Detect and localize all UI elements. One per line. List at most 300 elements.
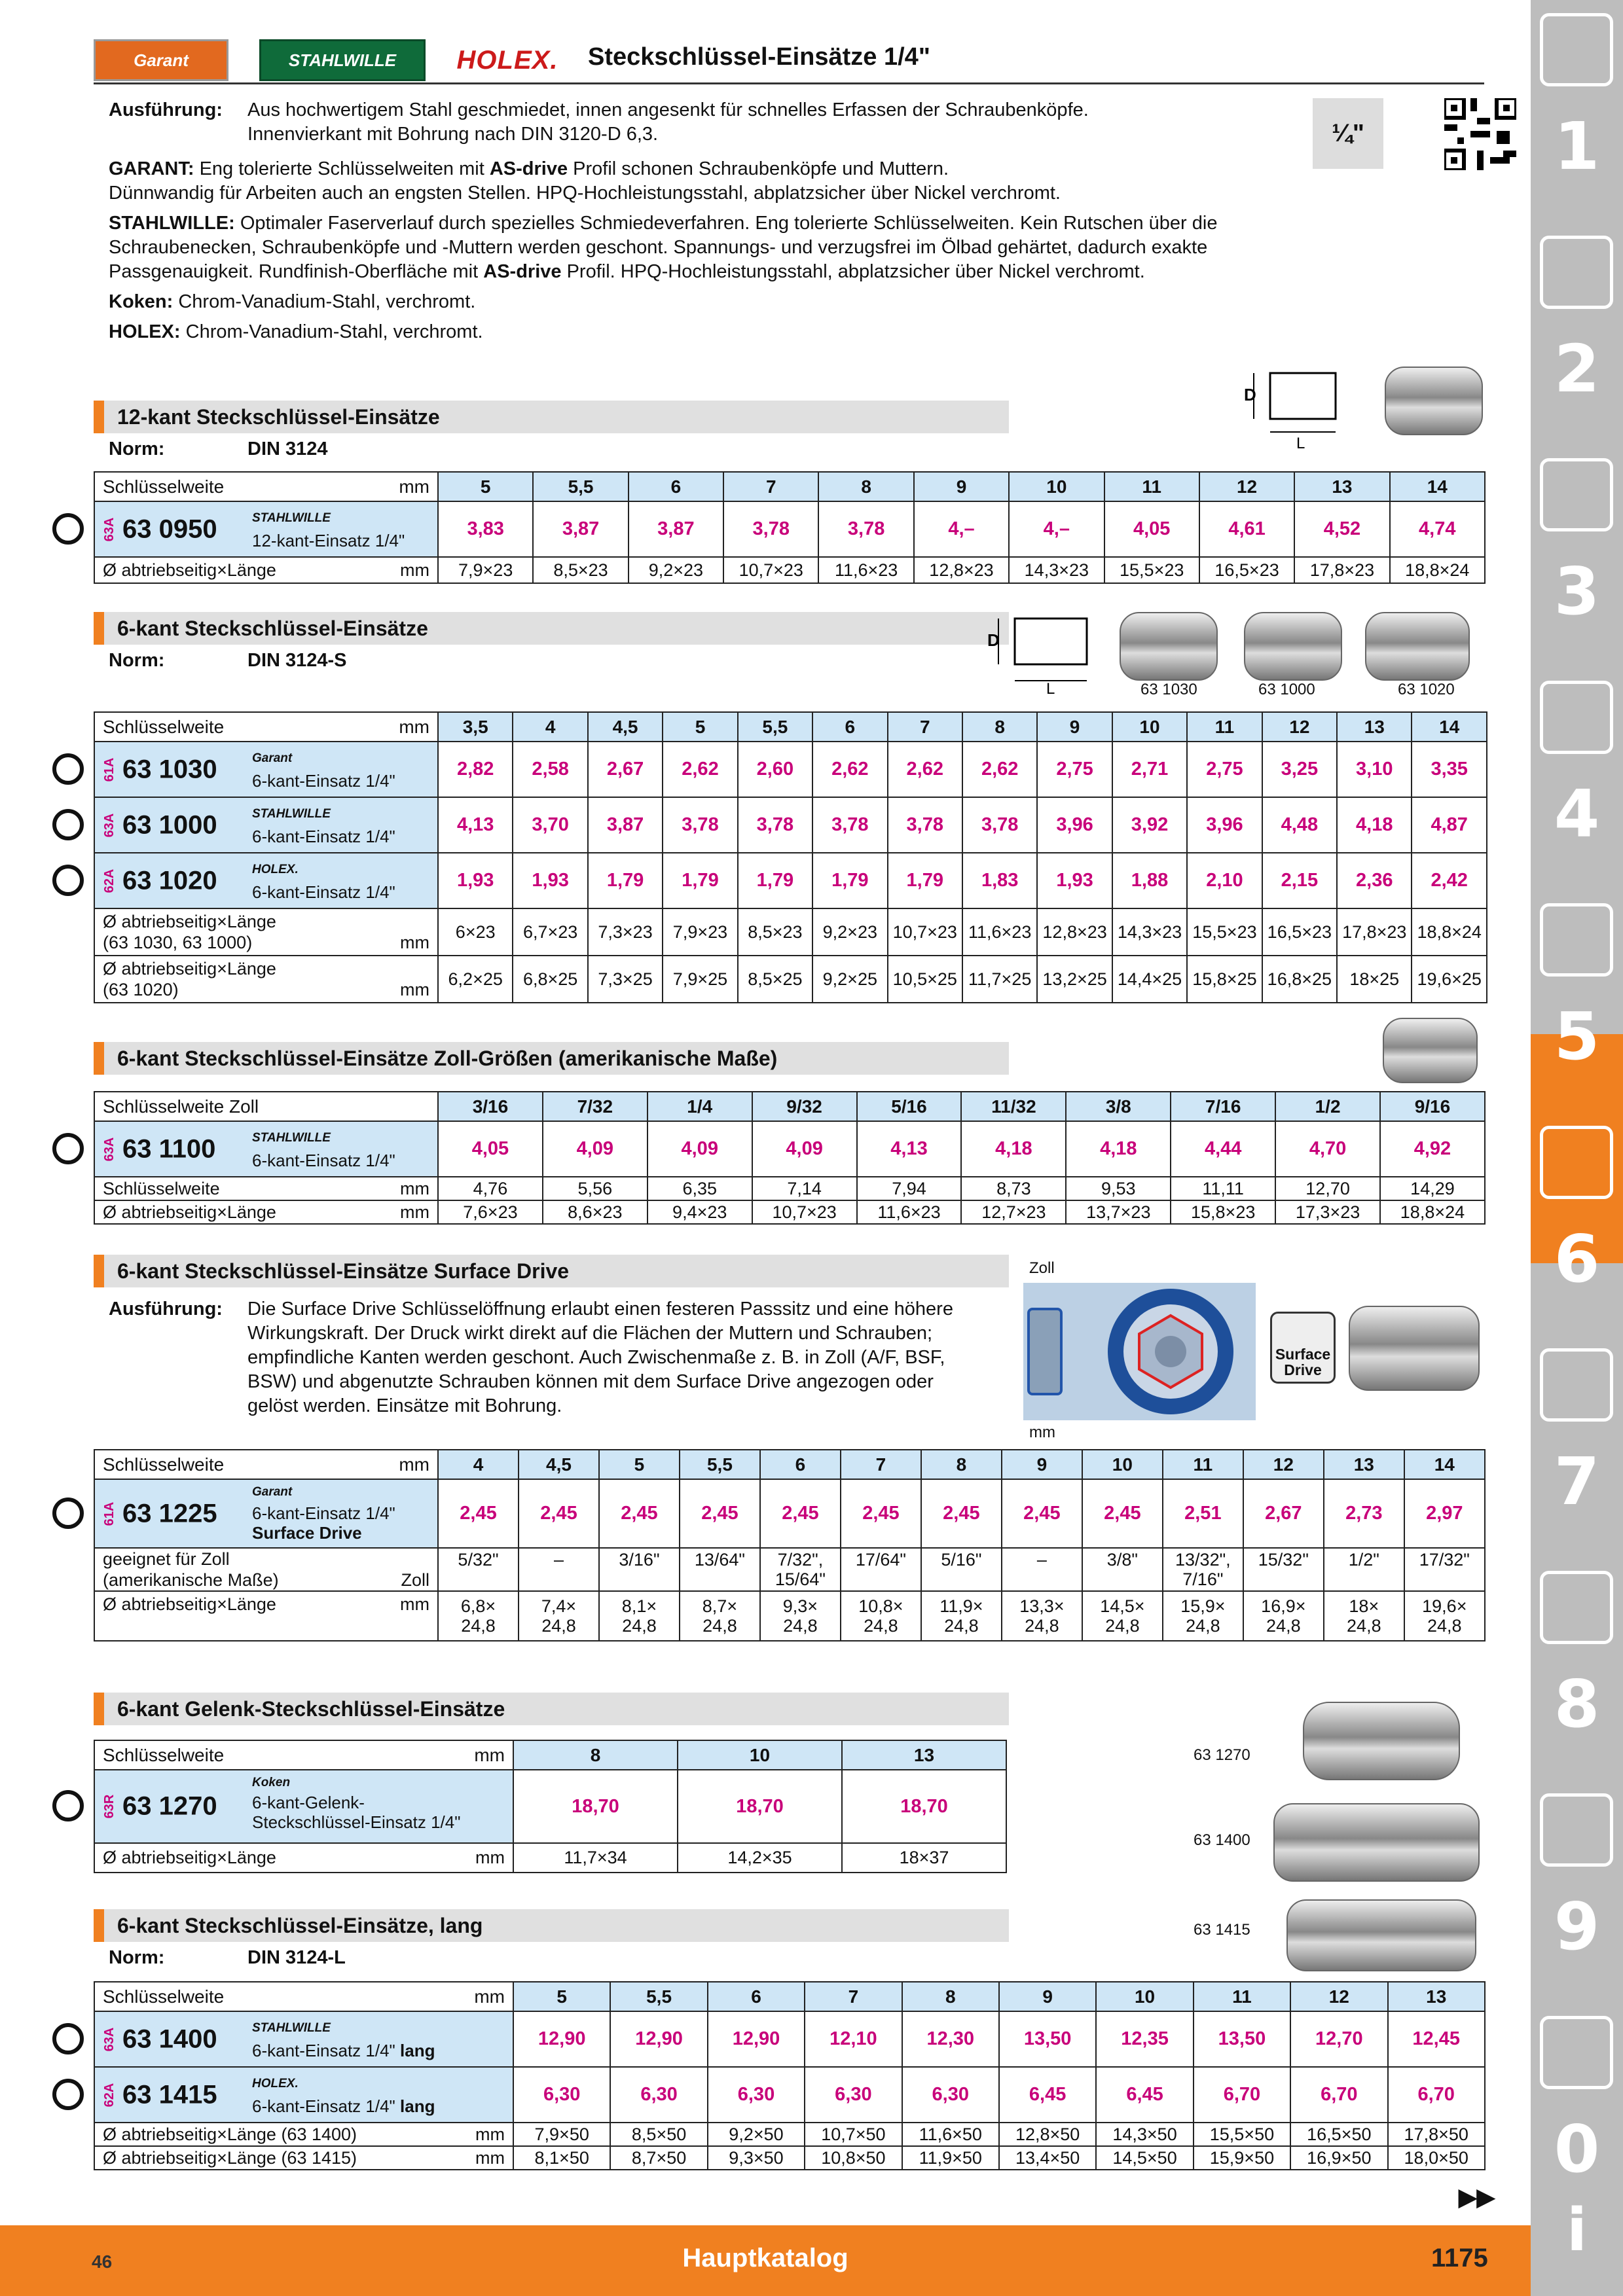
price-cell[interactable]: 3,92 bbox=[1112, 797, 1187, 853]
price-cell[interactable]: 12,90 bbox=[708, 2011, 805, 2067]
size-header: 14 bbox=[1390, 472, 1485, 501]
dimension-cell: 15,9×50 bbox=[1194, 2146, 1290, 2170]
dimension-cell: 6,35 bbox=[647, 1177, 752, 1200]
info-tab[interactable]: i bbox=[1567, 2196, 1587, 2265]
price-cell[interactable]: 12,70 bbox=[1290, 2011, 1387, 2067]
dimension-cell: 13,2×25 bbox=[1037, 956, 1112, 1003]
dimension-cell: 8,1× 24,8 bbox=[599, 1591, 680, 1641]
norm-value-6: DIN 3124-L bbox=[247, 1947, 346, 1968]
price-cell[interactable]: 3,83 bbox=[438, 501, 533, 557]
size-header: 3,5 bbox=[438, 712, 513, 742]
price-cell[interactable]: 13,50 bbox=[1194, 2011, 1290, 2067]
size-badge: ¼" bbox=[1313, 98, 1383, 169]
zoll-cell: 1/2" bbox=[1324, 1548, 1404, 1591]
price-cell[interactable]: 1,93 bbox=[513, 853, 587, 908]
dimension-cell: 8,7× 24,8 bbox=[680, 1591, 760, 1641]
dimension-cell: 19,6×25 bbox=[1412, 956, 1486, 1003]
price-cell[interactable]: 2,36 bbox=[1337, 853, 1412, 908]
chapter-tab-9[interactable]: 9 bbox=[1554, 1888, 1600, 1965]
ausfuehrung-line-1: Aus hochwertigem Stahl geschmiedet, innen angesenkt für schnelles Erfassen der Schraubenköpfe. bbox=[247, 99, 1089, 120]
price-cell[interactable]: 4,13 bbox=[857, 1121, 962, 1177]
dimension-cell: 11,6×23 bbox=[857, 1200, 962, 1224]
price-cell[interactable]: 2,45 bbox=[760, 1479, 841, 1548]
socket-profile-icon bbox=[52, 865, 84, 896]
norm-value-2: DIN 3124-S bbox=[247, 650, 347, 671]
chapter-tab-4[interactable]: 4 bbox=[1554, 776, 1600, 852]
dimension-cell: 13,4×50 bbox=[999, 2146, 1096, 2170]
price-cell[interactable]: 2,75 bbox=[1037, 742, 1112, 797]
price-cell[interactable]: 4,– bbox=[914, 501, 1009, 557]
price-cell[interactable]: 1,93 bbox=[438, 853, 513, 908]
size-header: 5,5 bbox=[610, 1982, 707, 2011]
size-header: 13 bbox=[1388, 1982, 1485, 2011]
price-cell[interactable]: 4,05 bbox=[1104, 501, 1199, 557]
dimension-cell: 18,8×24 bbox=[1390, 557, 1485, 583]
dimension-cell: 11,9×50 bbox=[902, 2146, 999, 2170]
price-cell[interactable]: 2,51 bbox=[1163, 1479, 1243, 1548]
price-cell[interactable]: 4,– bbox=[1009, 501, 1104, 557]
price-cell[interactable]: 6,45 bbox=[999, 2067, 1096, 2123]
dimension-cell: 17,3×23 bbox=[1275, 1200, 1380, 1224]
price-cell[interactable]: 4,09 bbox=[752, 1121, 857, 1177]
dimension-cell: 13,3× 24,8 bbox=[1002, 1591, 1082, 1641]
price-cell[interactable]: 2,62 bbox=[812, 742, 887, 797]
chuck-icon[interactable] bbox=[1540, 458, 1613, 531]
price-cell[interactable]: 2,45 bbox=[921, 1479, 1002, 1548]
price-cell[interactable]: 3,78 bbox=[738, 797, 812, 853]
price-cell[interactable]: 4,48 bbox=[1262, 797, 1337, 853]
size-header: 14 bbox=[1404, 1450, 1485, 1479]
size-header: 5 bbox=[513, 1982, 610, 2011]
brand-mark: STAHLWILLE bbox=[252, 511, 331, 525]
dimension-cell: 9,2×50 bbox=[708, 2123, 805, 2146]
size-header: 5/16 bbox=[857, 1092, 962, 1121]
page-title: Steckschlüssel-Einsätze 1/4" bbox=[588, 43, 930, 71]
size-header: 9/16 bbox=[1380, 1092, 1485, 1121]
price-cell[interactable]: 2,45 bbox=[438, 1479, 519, 1548]
price-cell[interactable]: 2,45 bbox=[680, 1479, 760, 1548]
zoll-cell: 13/32", 7/16" bbox=[1163, 1548, 1243, 1591]
price-cell[interactable]: 3,87 bbox=[533, 501, 628, 557]
size-header: 7 bbox=[805, 1982, 902, 2011]
price-cell[interactable]: 3,10 bbox=[1337, 742, 1412, 797]
dimension-cell: 9,2×23 bbox=[812, 908, 887, 956]
price-cell[interactable]: 4,44 bbox=[1171, 1121, 1275, 1177]
price-cell[interactable]: 6,45 bbox=[1096, 2067, 1193, 2123]
price-cell[interactable]: 2,71 bbox=[1112, 742, 1187, 797]
dimension-cell: 19,6× 24,8 bbox=[1404, 1591, 1485, 1641]
size-header: 14 bbox=[1412, 712, 1486, 742]
garant-line-1: GARANT: Eng tolerierte Schlüsselweiten mit AS-drive Profil schonen Schraubenköpfe und Muttern. bbox=[109, 158, 949, 179]
dimension-cell: 14,3×23 bbox=[1112, 908, 1187, 956]
section-12kant-heading: 12-kant Steckschlüssel-Einsätze bbox=[94, 401, 1009, 433]
cabinet-icon[interactable] bbox=[1540, 1793, 1613, 1867]
dimension-cell: 10,7×23 bbox=[888, 908, 962, 956]
table-gelenk: Schlüsselweite mm 8 10 13 63R 63 1270 Koken 6-kant-Gelenk- Steckschlüssel-Einsatz 1/4" 18,70 18,70 18,70 Ø abtriebseitig×Länge mm 11,7×34 14,2×35 18×37 bbox=[94, 1740, 1007, 1873]
dia-d-label: D bbox=[1244, 385, 1256, 404]
dimension-cell: 9,3× 24,8 bbox=[760, 1591, 841, 1641]
dimension-cell: 8,5×23 bbox=[533, 557, 628, 583]
price-cell[interactable]: 13,50 bbox=[999, 2011, 1096, 2067]
chapter-tab-7[interactable]: 7 bbox=[1554, 1443, 1600, 1520]
chapter-tab-5[interactable]: 5 bbox=[1554, 998, 1600, 1075]
size-header: 5 bbox=[438, 472, 533, 501]
price-cell[interactable]: 12,90 bbox=[513, 2011, 610, 2067]
dimension-cell: 12,70 bbox=[1275, 1177, 1380, 1200]
dimension-cell: 8,5×50 bbox=[610, 2123, 707, 2146]
ausfuehrung-label: Ausführung: bbox=[109, 99, 223, 120]
price-cell[interactable]: 1,79 bbox=[588, 853, 663, 908]
sd-mm-label: mm bbox=[1029, 1424, 1055, 1441]
brand-mark: HOLEX. bbox=[252, 863, 299, 876]
price-cell[interactable]: 2,75 bbox=[1187, 742, 1262, 797]
socket-profile-icon bbox=[52, 1498, 84, 1529]
dimension-cell: 6,7×23 bbox=[513, 908, 587, 956]
dimension-cell: 17,8×23 bbox=[1337, 908, 1412, 956]
price-cell[interactable]: 4,87 bbox=[1412, 797, 1486, 853]
socket-lang-holex-image bbox=[1286, 1899, 1476, 1971]
safety-goggles-icon[interactable] bbox=[1540, 2016, 1613, 2089]
price-cell[interactable]: 12,90 bbox=[610, 2011, 707, 2067]
dimension-cell: 11,6×23 bbox=[962, 908, 1037, 956]
article-number: 63 1415 bbox=[122, 2080, 217, 2109]
price-cell[interactable]: 4,05 bbox=[438, 1121, 543, 1177]
price-cell[interactable]: 3,96 bbox=[1037, 797, 1112, 853]
price-cell[interactable]: 2,45 bbox=[599, 1479, 680, 1548]
art-63-1225[interactable] bbox=[94, 1479, 438, 1548]
price-cell[interactable]: 18,70 bbox=[513, 1770, 678, 1843]
size-header: 8 bbox=[921, 1450, 1002, 1479]
price-cell[interactable]: 12,10 bbox=[805, 2011, 902, 2067]
size-header: 4,5 bbox=[519, 1450, 599, 1479]
holex-line: HOLEX: Chrom-Vanadium-Stahl, verchromt. bbox=[109, 321, 483, 342]
size-header: 6 bbox=[629, 472, 723, 501]
dimension-cell: 18× 24,8 bbox=[1324, 1591, 1404, 1641]
zoll-cell: 13/64" bbox=[680, 1548, 760, 1591]
price-cell[interactable]: 1,79 bbox=[738, 853, 812, 908]
drill-icon[interactable] bbox=[1540, 13, 1613, 86]
article-group-code: 61A bbox=[101, 1501, 117, 1526]
dimension-cell: 15,9× 24,8 bbox=[1163, 1591, 1243, 1641]
dimension-cell: 15,5×50 bbox=[1194, 2123, 1290, 2146]
price-cell[interactable]: 2,62 bbox=[962, 742, 1037, 797]
norm-label: Norm: bbox=[109, 439, 165, 459]
price-cell[interactable]: 2,42 bbox=[1412, 853, 1486, 908]
dimension-cell: 7,3×25 bbox=[588, 956, 663, 1003]
price-cell[interactable]: 2,10 bbox=[1187, 853, 1262, 908]
price-cell[interactable]: 2,97 bbox=[1404, 1479, 1485, 1548]
article-group-code: 63A bbox=[101, 517, 117, 541]
price-cell[interactable]: 6,30 bbox=[513, 2067, 610, 2123]
article-description: 6-kant-Einsatz 1/4" bbox=[252, 882, 395, 902]
price-cell[interactable]: 2,67 bbox=[588, 742, 663, 797]
dimension-cell: 11,7×34 bbox=[513, 1843, 678, 1873]
pic-label-631270: 63 1270 bbox=[1194, 1746, 1250, 1764]
price-cell[interactable]: 12,30 bbox=[902, 2011, 999, 2067]
next-page-arrows-icon[interactable]: ▶▶ bbox=[1459, 2183, 1495, 2210]
chapter-tab-8[interactable]: 8 bbox=[1554, 1666, 1600, 1742]
dimension-cell: 9,2×25 bbox=[812, 956, 887, 1003]
price-cell[interactable]: 6,30 bbox=[610, 2067, 707, 2123]
size-header: 11 bbox=[1187, 712, 1262, 742]
brand-mark: Garant bbox=[252, 1485, 293, 1499]
dimension-cell: 10,8× 24,8 bbox=[841, 1591, 921, 1641]
price-cell[interactable]: 3,87 bbox=[629, 501, 723, 557]
dimension-cell: 7,9×25 bbox=[663, 956, 737, 1003]
dimension-cell: 7,6×23 bbox=[438, 1200, 543, 1224]
zoll-cell: 3/16" bbox=[599, 1548, 680, 1591]
price-cell[interactable]: 6,30 bbox=[708, 2067, 805, 2123]
price-cell[interactable]: 3,96 bbox=[1187, 797, 1262, 853]
section-surface-drive-heading: 6-kant Steckschlüssel-Einsätze Surface Drive bbox=[94, 1255, 1009, 1287]
article-number: 63 1225 bbox=[122, 1499, 217, 1528]
dimension-diagram-6kant bbox=[976, 612, 1106, 697]
dimension-cell: 8,1×50 bbox=[513, 2146, 610, 2170]
size-header: 3/16 bbox=[438, 1092, 543, 1121]
dimension-cell: 15,5×23 bbox=[1104, 557, 1199, 583]
size-header: 5 bbox=[663, 712, 737, 742]
dimension-cell: 14,4×25 bbox=[1112, 956, 1187, 1003]
dimension-cell: 7,94 bbox=[857, 1177, 962, 1200]
chapter-tab-0[interactable]: 0 bbox=[1554, 2111, 1600, 2187]
price-cell[interactable]: 1,79 bbox=[812, 853, 887, 908]
chapter-tab-3[interactable]: 3 bbox=[1554, 553, 1600, 630]
socket-sd-image bbox=[1349, 1306, 1480, 1391]
price-cell[interactable]: 6,30 bbox=[902, 2067, 999, 2123]
table-lang: Schlüsselweite mm 5 5,5 6 7 8 9 10 11 12 13 63A 63 1400 STAHLWILLE 6-kant-Einsatz 1/4" lang 12,90 12,90 12,90 12,10 12,30 13,50 12,35 13,50 12,70 12,45 62A 63 1415 HOLEX. 6-kant-Einsatz 1/4" lang 6,30 6,30 6,30 6,30 6,30 6,45 6,45 6,70 6,70 6,70 Ø abtriebseitig×Länge (63 1400) mm 7,9×50 8,5×50 9,2×50 10,7×50 11,6×50 12,8×50 14,3×50 15,5×50 16,5×50 17,8×50 Ø abtriebseitig×Länge (63 1415) mm 8,1×50 8,7×50 9,3×50 10,8×50 11,9×50 13,4×50 14,5×50 15,9×50 16,9×50 18,0×50 bbox=[94, 1981, 1486, 2170]
saw-blade-icon[interactable] bbox=[1540, 903, 1613, 977]
art-63-1000[interactable] bbox=[94, 797, 438, 853]
zoll-cell: 5/32" bbox=[438, 1548, 519, 1591]
article-description: 12-kant-Einsatz 1/4" bbox=[252, 531, 405, 550]
dimension-cell: 6,8×25 bbox=[513, 956, 587, 1003]
holex-logo: HOLEX. bbox=[456, 45, 558, 75]
size-header: 13 bbox=[1337, 712, 1412, 742]
size-header: 10 bbox=[1082, 1450, 1163, 1479]
price-cell[interactable]: 6,70 bbox=[1388, 2067, 1485, 2123]
art-63-1100[interactable] bbox=[94, 1121, 438, 1177]
price-cell[interactable]: 12,35 bbox=[1096, 2011, 1193, 2067]
price-cell[interactable]: 2,15 bbox=[1262, 853, 1337, 908]
section-gelenk-heading: 6-kant Gelenk-Steckschlüssel-Einsätze bbox=[94, 1693, 1009, 1725]
price-cell[interactable]: 4,52 bbox=[1294, 501, 1389, 557]
size-header: 1/4 bbox=[647, 1092, 752, 1121]
pic-label-631020: 63 1020 bbox=[1398, 681, 1455, 698]
article-description: 6-kant-Gelenk- Steckschlüssel-Einsatz 1/4" bbox=[252, 1793, 461, 1832]
sd-line-4: BSW) und abgenutzte Schrauben können mit dem Surface Drive angezogen oder bbox=[247, 1371, 934, 1392]
price-cell[interactable]: 3,78 bbox=[812, 797, 887, 853]
price-cell[interactable]: 2,58 bbox=[513, 742, 587, 797]
sd-line-2: Wirkungskraft. Der Druck wirkt direkt auf die Flächen der Muttern und Schrauben; bbox=[247, 1323, 933, 1344]
brand-mark: STAHLWILLE bbox=[252, 2021, 331, 2035]
socket-profile-icon bbox=[52, 753, 84, 785]
dimension-diagram-12kant bbox=[1231, 367, 1349, 452]
socket-image-631020 bbox=[1365, 612, 1470, 681]
caliper-icon[interactable] bbox=[1540, 681, 1613, 754]
dimension-cell: 7,14 bbox=[752, 1177, 857, 1200]
price-cell[interactable]: 2,45 bbox=[519, 1479, 599, 1548]
price-cell[interactable]: 1,93 bbox=[1037, 853, 1112, 908]
dimension-cell: 13,7×23 bbox=[1066, 1200, 1171, 1224]
price-cell[interactable]: 4,92 bbox=[1380, 1121, 1485, 1177]
dimension-cell: 15,5×23 bbox=[1187, 908, 1262, 956]
art-63-1400[interactable] bbox=[94, 2011, 513, 2067]
pliers-icon[interactable] bbox=[1540, 1348, 1613, 1422]
art-63-1020[interactable] bbox=[94, 853, 438, 908]
dimension-cell: 7,9×23 bbox=[438, 557, 533, 583]
dimension-cell: 15,8×25 bbox=[1187, 956, 1262, 1003]
dimension-cell: 14,3×23 bbox=[1009, 557, 1104, 583]
dimension-cell: 10,5×25 bbox=[888, 956, 962, 1003]
art-63-1270[interactable] bbox=[94, 1770, 513, 1843]
dimension-cell: 10,7×50 bbox=[805, 2123, 902, 2146]
price-cell[interactable]: 6,70 bbox=[1290, 2067, 1387, 2123]
art-63-0950[interactable] bbox=[94, 501, 438, 557]
price-cell[interactable]: 12,45 bbox=[1388, 2011, 1485, 2067]
price-cell[interactable]: 1,79 bbox=[888, 853, 962, 908]
price-cell[interactable]: 3,87 bbox=[588, 797, 663, 853]
size-header: 9 bbox=[999, 1982, 1096, 2011]
art-63-1030[interactable] bbox=[94, 742, 438, 797]
price-cell[interactable]: 18,70 bbox=[678, 1770, 842, 1843]
price-cell[interactable]: 3,25 bbox=[1262, 742, 1337, 797]
article-description: 6-kant-Einsatz 1/4" lang bbox=[252, 2041, 435, 2060]
dimension-cell: 18,0×50 bbox=[1388, 2146, 1485, 2170]
dimension-cell: 9,3×50 bbox=[708, 2146, 805, 2170]
price-cell[interactable]: 1,88 bbox=[1112, 853, 1187, 908]
price-cell[interactable]: 4,09 bbox=[543, 1121, 647, 1177]
price-cell[interactable]: 4,13 bbox=[438, 797, 513, 853]
size-header: 7 bbox=[841, 1450, 921, 1479]
chapter-tab-1[interactable]: 1 bbox=[1554, 108, 1600, 185]
size-header: 5,5 bbox=[680, 1450, 760, 1479]
dimension-cell: 11,6×23 bbox=[818, 557, 913, 583]
price-cell[interactable]: 3,78 bbox=[663, 797, 737, 853]
size-header: 10 bbox=[678, 1740, 842, 1770]
article-number: 63 1020 bbox=[122, 866, 217, 895]
dimension-cell: 9,53 bbox=[1066, 1177, 1171, 1200]
dimension-cell: 14,3×50 bbox=[1096, 2123, 1193, 2146]
price-cell[interactable]: 3,70 bbox=[513, 797, 587, 853]
size-header: 12 bbox=[1243, 1450, 1324, 1479]
size-header: 8 bbox=[513, 1740, 678, 1770]
price-cell[interactable]: 4,18 bbox=[1066, 1121, 1171, 1177]
dimension-cell: 8,5×23 bbox=[738, 908, 812, 956]
price-cell[interactable]: 2,82 bbox=[438, 742, 513, 797]
article-group-code: 62A bbox=[101, 2083, 117, 2107]
workbench-icon[interactable] bbox=[1540, 1571, 1613, 1644]
socket-gelenk-image bbox=[1303, 1702, 1460, 1780]
dimension-cell: 11,11 bbox=[1171, 1177, 1275, 1200]
socket-profile-icon bbox=[52, 513, 84, 545]
price-cell[interactable]: 4,18 bbox=[961, 1121, 1066, 1177]
wrench-screwdriver-icon[interactable] bbox=[1540, 1126, 1613, 1199]
stahlwille-line-2: Schraubenecken, Schraubenköpfe und -Muttern werden geschont. Spannungs- und verzugsfrei im Ölbad gehärtet, dadurch exakte bbox=[109, 237, 1208, 258]
dimension-cell: 16,5×23 bbox=[1199, 557, 1294, 583]
price-cell[interactable]: 4,74 bbox=[1390, 501, 1485, 557]
price-cell[interactable]: 1,79 bbox=[663, 853, 737, 908]
brand-mark: Koken bbox=[252, 1776, 291, 1789]
price-cell[interactable]: 2,45 bbox=[841, 1479, 921, 1548]
qr-code-icon[interactable] bbox=[1444, 98, 1516, 170]
price-cell[interactable]: 4,70 bbox=[1275, 1121, 1380, 1177]
pic-label-631000: 63 1000 bbox=[1258, 681, 1315, 698]
dimension-cell: 6×23 bbox=[438, 908, 513, 956]
price-cell[interactable]: 6,70 bbox=[1194, 2067, 1290, 2123]
art-63-1415[interactable] bbox=[94, 2067, 513, 2123]
norm-label-2: Norm: bbox=[109, 650, 165, 671]
price-cell[interactable]: 2,45 bbox=[1002, 1479, 1082, 1548]
dimension-cell: 8,5×25 bbox=[738, 956, 812, 1003]
price-cell[interactable]: 2,45 bbox=[1082, 1479, 1163, 1548]
price-cell[interactable]: 4,09 bbox=[647, 1121, 752, 1177]
pic-label-631400: 63 1400 bbox=[1194, 1831, 1250, 1849]
price-cell[interactable]: 2,73 bbox=[1324, 1479, 1404, 1548]
price-cell[interactable]: 2,67 bbox=[1243, 1479, 1324, 1548]
price-cell[interactable]: 6,30 bbox=[805, 2067, 902, 2123]
brand-mark: HOLEX. bbox=[252, 2077, 299, 2090]
zoll-cell: 17/32" bbox=[1404, 1548, 1485, 1591]
article-number: 63 0950 bbox=[122, 514, 217, 543]
price-cell[interactable]: 4,18 bbox=[1337, 797, 1412, 853]
size-header: 7/16 bbox=[1171, 1092, 1275, 1121]
size-header: 3/8 bbox=[1066, 1092, 1171, 1121]
dimension-cell: 10,7×23 bbox=[752, 1200, 857, 1224]
size-header: 10 bbox=[1096, 1982, 1193, 2011]
socket-image-631030 bbox=[1120, 612, 1218, 681]
price-cell[interactable]: 2,60 bbox=[738, 742, 812, 797]
stahlwille-logo: STAHLWILLE bbox=[259, 39, 426, 81]
size-header: 12 bbox=[1199, 472, 1294, 501]
size-header: 8 bbox=[902, 1982, 999, 2011]
zoll-cell: 17/64" bbox=[841, 1548, 921, 1591]
size-header: 1/2 bbox=[1275, 1092, 1380, 1121]
insert-icon[interactable] bbox=[1540, 236, 1613, 309]
dimension-cell: 16,8×25 bbox=[1262, 956, 1337, 1003]
dimension-cell: 17,8×50 bbox=[1388, 2123, 1485, 2146]
price-cell[interactable]: 3,78 bbox=[962, 797, 1037, 853]
article-description: 6-kant-Einsatz 1/4" bbox=[252, 1151, 395, 1170]
article-group-code: 62A bbox=[101, 869, 117, 893]
article-group-code: 63R bbox=[101, 1794, 117, 1819]
price-cell[interactable]: 1,83 bbox=[962, 853, 1037, 908]
stahlwille-line-1: STAHLWILLE: Optimaler Faserverlauf durch spezielles Schmiedeverfahren. Eng tolerierte Schlüsselweiten. Kein Rutschen über die bbox=[109, 213, 1218, 234]
size-header: 7 bbox=[723, 472, 818, 501]
price-cell[interactable]: 3,78 bbox=[818, 501, 913, 557]
price-cell[interactable]: 3,35 bbox=[1412, 742, 1486, 797]
price-cell[interactable]: 3,78 bbox=[723, 501, 818, 557]
price-cell[interactable]: 18,70 bbox=[842, 1770, 1006, 1843]
size-header: 5,5 bbox=[533, 472, 628, 501]
chapter-tab-2[interactable]: 2 bbox=[1554, 331, 1600, 407]
dimension-cell: 7,4× 24,8 bbox=[519, 1591, 599, 1641]
chapter-tab-6[interactable]: 6 bbox=[1554, 1221, 1600, 1297]
size-header: 12 bbox=[1290, 1982, 1387, 2011]
dimension-cell: 6,2×25 bbox=[438, 956, 513, 1003]
socket-profile-icon bbox=[52, 1790, 84, 1821]
price-cell[interactable]: 2,62 bbox=[663, 742, 737, 797]
dimension-cell: 7,3×23 bbox=[588, 908, 663, 956]
dimension-cell: 10,8×50 bbox=[805, 2146, 902, 2170]
socket-12kant-image bbox=[1385, 367, 1483, 435]
zoll-cell: 15/32" bbox=[1243, 1548, 1324, 1591]
price-cell[interactable]: 3,78 bbox=[888, 797, 962, 853]
dimension-cell: 12,8×50 bbox=[999, 2123, 1096, 2146]
dimension-cell: 16,9×50 bbox=[1290, 2146, 1387, 2170]
zoll-cell: 5/16" bbox=[921, 1548, 1002, 1591]
price-cell[interactable]: 2,62 bbox=[888, 742, 962, 797]
price-cell[interactable]: 4,61 bbox=[1199, 501, 1294, 557]
